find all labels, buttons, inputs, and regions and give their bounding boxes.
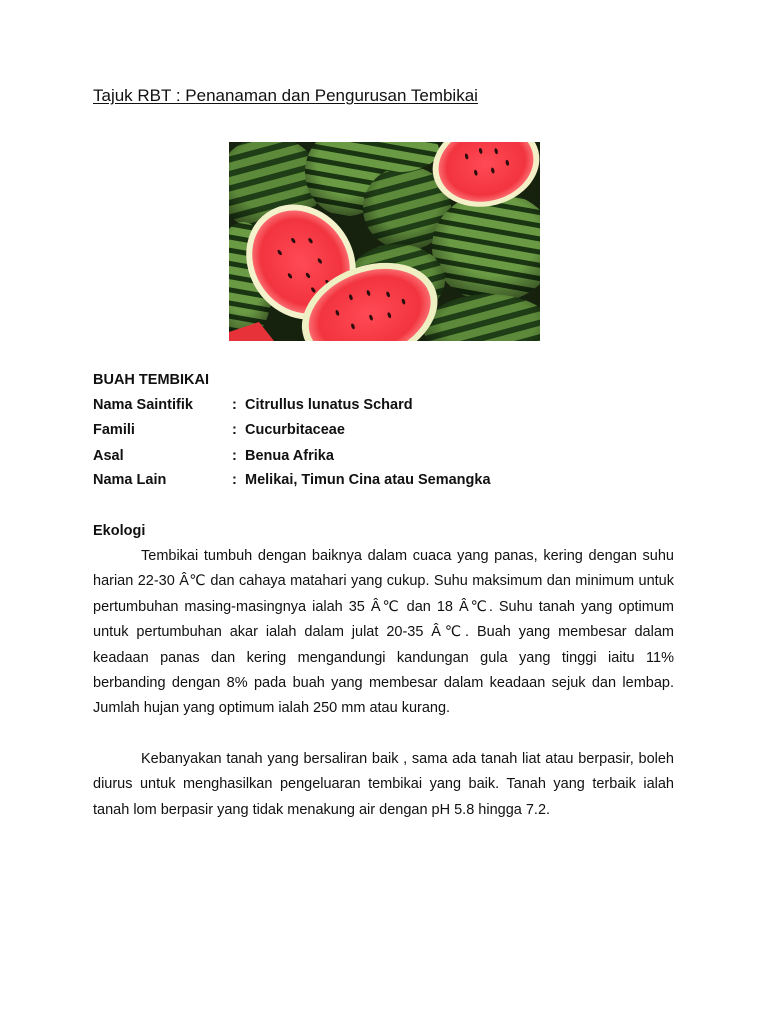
info-value: Benua Afrika (245, 448, 334, 464)
document-title: Tajuk RBT : Penanaman dan Pengurusan Tembikai (93, 86, 478, 105)
info-colon: : (232, 472, 237, 488)
info-colon: : (232, 422, 237, 438)
info-label: Nama Lain (93, 472, 167, 488)
info-label: Nama Saintifik (93, 397, 193, 413)
buah-tembikai-heading: BUAH TEMBIKAI (93, 372, 209, 388)
info-value: Cucurbitaceae (245, 422, 345, 438)
info-value: Citrullus lunatus Schard (245, 397, 413, 413)
info-label: Famili (93, 422, 135, 438)
info-colon: : (232, 448, 237, 464)
info-label: Asal (93, 448, 124, 464)
info-colon: : (232, 397, 237, 413)
watermelon-photo (229, 142, 540, 341)
info-value: Melikai, Timun Cina atau Semangka (245, 472, 491, 488)
ekologi-paragraph-2: Kebanyakan tanah yang bersaliran baik , sama ada tanah liat atau berpasir, boleh diurus untuk menghasilkan pengeluaran tembikai yang baik. Tanah yang terbaik ialah tanah lom berpasir yang tidak menakung air dengan pH 5.8 hingga 7.2. (93, 751, 674, 818)
ekologi-paragraph-1: Tembikai tumbuh dengan baiknya dalam cuaca yang panas, kering dengan suhu harian 22-30 Â℃ dan cahaya matahari yang cukup. Suhu maksimum dan minimum untuk pertumbuhan masing-masingnya ialah 35 Â℃ dan 18 Â℃. Suhu tanah yang optimum untuk pertumbuhan akar ialah dalam julat 20-35 Â℃. Buah yang membesar dalam keadaan panas dan kering mengandungi kandungan gula yang tinggi iaitu 11% berbanding dengan 8% pada buah yang membesar dalam keadaan sejuk dan lembap. Jumlah hujan yang optimum ialah 250 mm atau kurang. (93, 548, 674, 717)
ekologi-heading: Ekologi (93, 523, 146, 539)
